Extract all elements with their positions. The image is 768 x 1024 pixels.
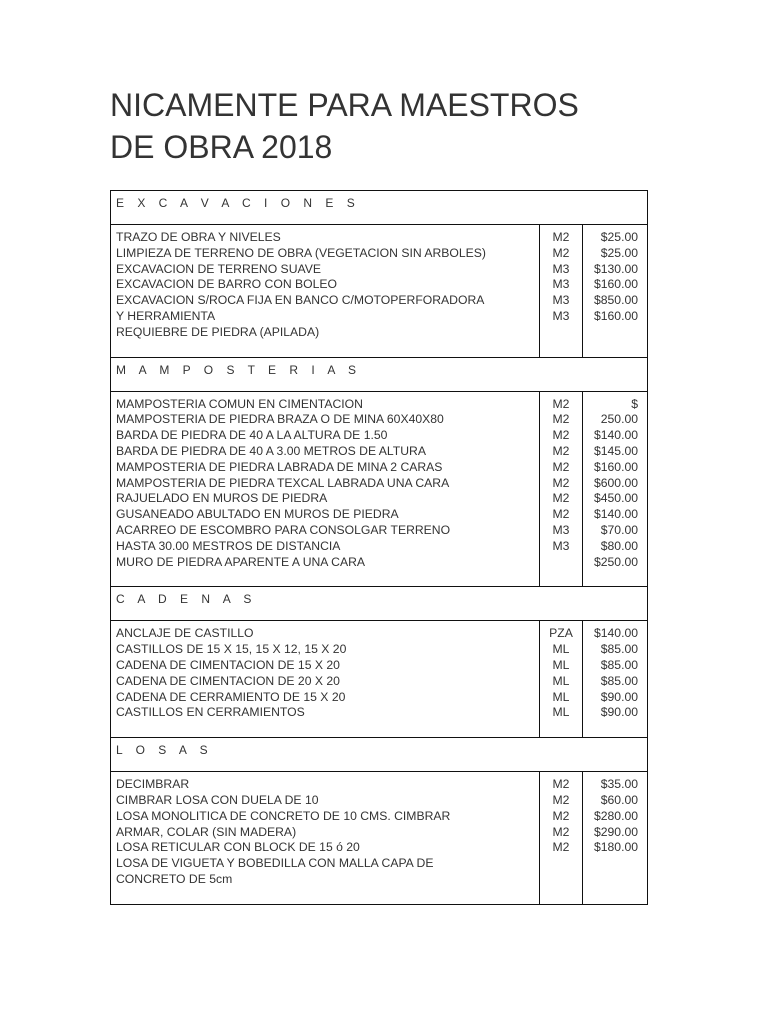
title-line-1: NICAMENTE PARA MAESTROS: [110, 87, 579, 123]
item-unit: M2: [552, 840, 570, 855]
section-body-row: [111, 772, 648, 905]
item-description: DECIMBRAR: [116, 777, 190, 792]
item-unit: M2: [552, 792, 570, 807]
item-price: $290.00: [593, 824, 639, 839]
item-unit: M2: [552, 507, 570, 522]
item-description: BARDA DE PIEDRA DE 40 A 3.00 METROS DE ALTURA: [116, 443, 426, 458]
item-unit: M3: [552, 308, 570, 323]
item-description: EXCAVACION DE BARRO CON BOLEO: [116, 277, 337, 292]
section-heading: C A D E N A S: [111, 587, 648, 621]
unit-cell: [540, 391, 583, 587]
item-price: $145.00: [593, 443, 639, 458]
item-description: CIMBRAR LOSA CON DUELA DE 10: [116, 792, 319, 807]
item-unit: M3: [552, 261, 570, 276]
item-price: $: [631, 396, 639, 411]
description-cell: [111, 772, 540, 905]
section-heading: E X C A V A C I O N E S: [111, 191, 648, 225]
price-cell: [583, 391, 648, 587]
description-cell: [111, 621, 540, 738]
item-description: CASTILLOS DE 15 X 15, 15 X 12, 15 X 20: [116, 642, 347, 657]
item-price: $140.00: [593, 626, 639, 641]
item-price: $180.00: [593, 840, 639, 855]
item-unit: M2: [552, 412, 570, 427]
item-price: $80.00: [600, 538, 639, 553]
item-price: $25.00: [600, 230, 639, 244]
item-description: LIMPIEZA DE TERRENO DE OBRA (VEGETACION SIN ARBOLES): [116, 245, 486, 260]
item-price: $130.00: [593, 261, 639, 276]
item-description: MAMPOSTERIA DE PIEDRA TEXCAL LABRADA UNA CARA: [116, 475, 450, 490]
price-table: [110, 190, 648, 905]
section-header-row: [111, 191, 648, 225]
unit-cell: [540, 772, 583, 905]
item-price: $85.00: [600, 673, 639, 688]
item-price: $25.00: [600, 245, 639, 260]
item-unit: ML: [552, 705, 570, 720]
item-price: $35.00: [600, 777, 639, 792]
item-unit: M2: [552, 230, 570, 244]
item-description: LOSA MONOLITICA DE CONCRETO DE 10 CMS. CIMBRAR: [116, 808, 451, 823]
unit-cell: [540, 225, 583, 358]
item-description: CADENA DE CIMENTACION DE 20 X 20: [116, 673, 340, 688]
item-unit: ML: [552, 673, 570, 688]
item-description: ACARREO DE ESCOMBRO PARA CONSOLGAR TERRENO: [116, 522, 451, 537]
item-unit: M2: [552, 808, 570, 823]
item-description: EXCAVACION S/ROCA FIJA EN BANCO C/MOTOPERFORADORA: [116, 293, 485, 308]
item-unit: M2: [552, 777, 570, 792]
item-price: $250.00: [593, 554, 639, 569]
item-description: MAMPOSTERIA COMUN EN CIMENTACION: [116, 396, 363, 411]
section-header-row: [111, 357, 648, 391]
item-description: HASTA 30.00 MESTROS DE DISTANCIA: [116, 538, 341, 553]
section-header-row: [111, 587, 648, 621]
item-description: MURO DE PIEDRA APARENTE A UNA CARA: [116, 554, 366, 569]
item-description: TRAZO DE OBRA Y NIVELES: [116, 230, 281, 244]
item-unit: PZA: [549, 626, 573, 641]
item-description: LOSA DE VIGUETA Y BOBEDILLA CON MALLA CAPA DE: [116, 856, 434, 871]
item-description: REQUIEBRE DE PIEDRA (APILADA): [116, 324, 320, 339]
item-description: ARMAR, COLAR (SIN MADERA): [116, 824, 297, 839]
item-unit: M2: [552, 491, 570, 506]
item-description: ANCLAJE DE CASTILLO: [116, 626, 254, 641]
item-unit: M3: [552, 538, 570, 553]
section-body-row: [111, 391, 648, 587]
item-price: $90.00: [600, 689, 639, 704]
item-description: LOSA RETICULAR CON BLOCK DE 15 ó 20: [116, 840, 360, 855]
title-line-2: DE OBRA 2018: [110, 129, 333, 165]
item-price: $90.00: [600, 705, 639, 720]
item-unit: M2: [552, 824, 570, 839]
item-description: CASTILLOS EN CERRAMIENTOS: [116, 705, 305, 720]
description-cell: [111, 225, 540, 358]
price-cell: [583, 621, 648, 738]
item-price: $280.00: [593, 808, 639, 823]
price-table-body: [111, 191, 648, 905]
item-price: $60.00: [600, 792, 639, 807]
item-price: $70.00: [600, 522, 639, 537]
item-unit: ML: [552, 642, 570, 657]
item-price: $140.00: [593, 507, 639, 522]
section-heading: L O S A S: [111, 738, 648, 772]
item-description: GUSANEADO ABULTADO EN MUROS DE PIEDRA: [116, 507, 399, 522]
item-description: RAJUELADO EN MUROS DE PIEDRA: [116, 491, 328, 506]
item-price: $85.00: [600, 642, 639, 657]
item-unit: ML: [552, 657, 570, 672]
section-body-row: [111, 225, 648, 358]
item-description: EXCAVACION DE TERRENO SUAVE: [116, 261, 321, 276]
item-price: $850.00: [593, 293, 639, 308]
page-title: [110, 84, 670, 168]
item-price: $600.00: [593, 475, 639, 490]
item-price: 250.00: [600, 412, 639, 427]
item-unit: M3: [552, 522, 570, 537]
item-unit: M3: [552, 293, 570, 308]
item-description: CADENA DE CIMENTACION DE 15 X 20: [116, 657, 340, 672]
item-price: $160.00: [593, 277, 639, 292]
item-description: MAMPOSTERIA DE PIEDRA BRAZA O DE MINA 60X40X80: [116, 412, 444, 427]
item-description: CONCRETO DE 5cm: [116, 871, 233, 886]
item-price: $140.00: [593, 428, 639, 443]
section-body-row: [111, 621, 648, 738]
item-unit: M2: [552, 428, 570, 443]
item-unit: M2: [552, 245, 570, 260]
price-cell: [583, 225, 648, 358]
item-price: $160.00: [593, 308, 639, 323]
item-price: $85.00: [600, 657, 639, 672]
section-heading: M A M P O S T E R I A S: [111, 357, 648, 391]
item-unit: M2: [552, 475, 570, 490]
item-unit: M2: [552, 443, 570, 458]
item-description: MAMPOSTERIA DE PIEDRA LABRADA DE MINA 2 CARAS: [116, 459, 443, 474]
item-description: CADENA DE CERRAMIENTO DE 15 X 20: [116, 689, 346, 704]
description-cell: [111, 391, 540, 587]
item-description: BARDA DE PIEDRA DE 40 A LA ALTURA DE 1.50: [116, 428, 388, 443]
item-price: $450.00: [593, 491, 639, 506]
section-header-row: [111, 738, 648, 772]
price-cell: [583, 772, 648, 905]
item-unit: ML: [552, 689, 570, 704]
item-description: Y HERRAMIENTA: [116, 308, 216, 323]
unit-cell: [540, 621, 583, 738]
item-unit: M3: [552, 277, 570, 292]
item-price: $160.00: [593, 459, 639, 474]
item-unit: M2: [552, 459, 570, 474]
item-unit: M2: [552, 396, 570, 411]
